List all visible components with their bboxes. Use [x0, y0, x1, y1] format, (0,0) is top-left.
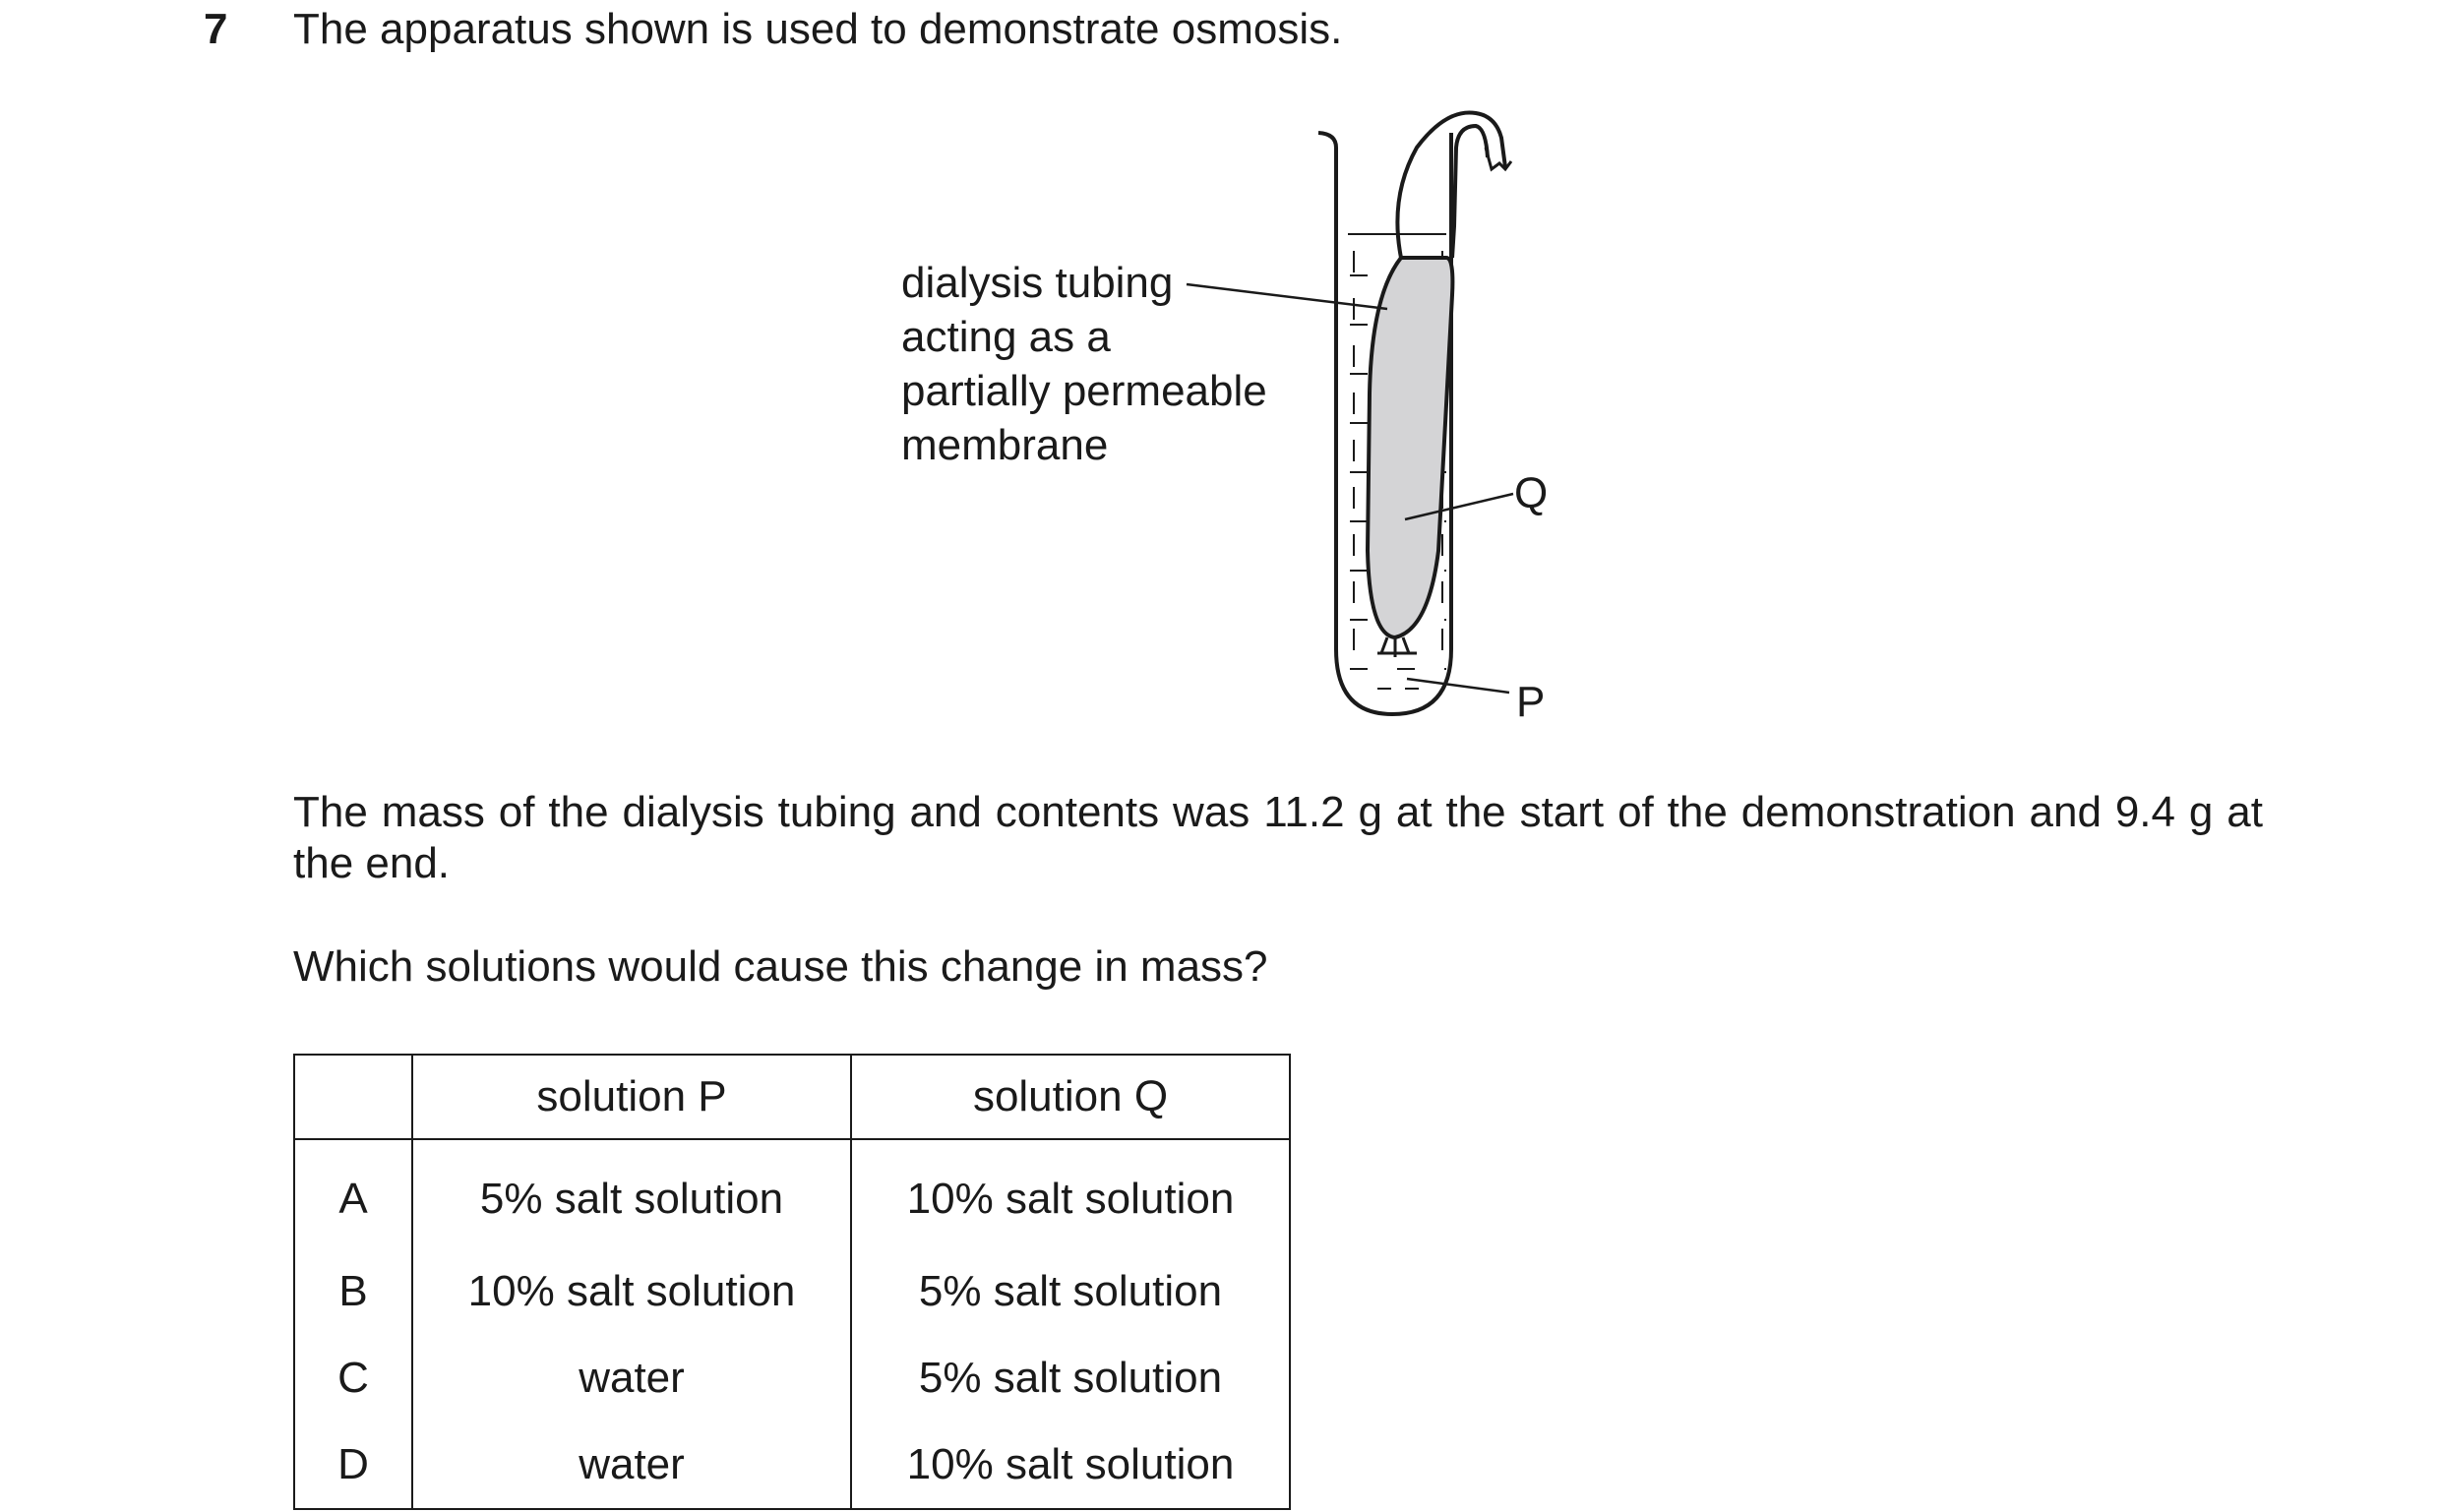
option-solution-q: 5% salt solution [851, 1335, 1290, 1421]
p-leader-line [1407, 679, 1509, 693]
option-row-d[interactable] [294, 1421, 1290, 1509]
tubing-end [1486, 148, 1511, 169]
option-letter: B [294, 1248, 412, 1335]
option-solution-p: 10% salt solution [412, 1248, 851, 1335]
option-solution-q: 5% salt solution [851, 1248, 1290, 1335]
option-row-b[interactable] [294, 1248, 1290, 1335]
dialysis-tubing [1368, 258, 1452, 637]
header-blank [294, 1055, 412, 1139]
option-row-c[interactable] [294, 1335, 1290, 1421]
option-letter: C [294, 1335, 412, 1421]
option-solution-p: water [412, 1335, 851, 1421]
mass-change-paragraph: The mass of the dialysis tubing and contents was 11.2 g at the start of the demonstration and 9.4 g at the end. [293, 788, 2263, 887]
option-solution-q: 10% salt solution [851, 1421, 1290, 1509]
label-p: P [1516, 678, 1546, 726]
header-solution-q: solution Q [851, 1055, 1290, 1139]
table-header-row [294, 1055, 1290, 1139]
tubing-knot [1377, 637, 1417, 657]
membrane-label: dialysis tubing acting as a partially permeable membrane [901, 259, 1267, 469]
label-q: Q [1514, 469, 1549, 517]
option-letter: A [294, 1139, 412, 1248]
header-solution-p: solution P [412, 1055, 851, 1139]
option-letter: D [294, 1421, 412, 1509]
question-stem: The apparatus shown is used to demonstrate osmosis. [293, 5, 1343, 53]
option-solution-q: 10% salt solution [851, 1139, 1290, 1248]
answer-options-table [293, 1054, 1291, 1510]
option-solution-p: water [412, 1421, 851, 1509]
option-solution-p: 5% salt solution [412, 1139, 851, 1248]
option-row-a[interactable] [294, 1139, 1290, 1248]
question-prompt: Which solutions would cause this change in mass? [293, 942, 1268, 991]
question-number: 7 [204, 5, 228, 53]
